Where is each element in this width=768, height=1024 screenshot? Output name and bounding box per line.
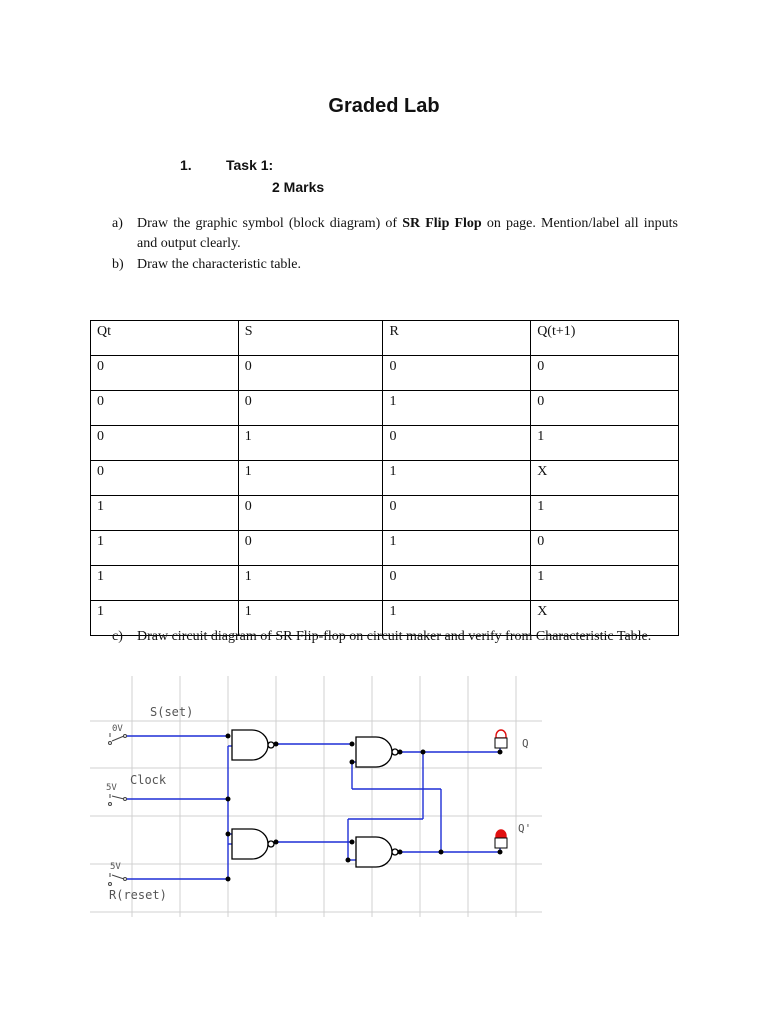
wires xyxy=(126,736,500,879)
q-led xyxy=(495,730,507,748)
table-row xyxy=(91,496,679,531)
instruction-c-label: c) xyxy=(112,629,123,644)
nand-gate-3 xyxy=(356,737,392,767)
table-cell: 0 xyxy=(383,496,531,531)
nand-gates xyxy=(232,730,398,867)
characteristic-table xyxy=(90,320,679,636)
table-cell: 1 xyxy=(383,461,531,496)
instruction-a xyxy=(112,214,678,254)
qbar-label: Q' xyxy=(518,822,532,835)
set-switch xyxy=(109,733,127,745)
clock-switch xyxy=(109,794,127,806)
task-number: 1. xyxy=(180,157,192,173)
instruction-c-text: Draw circuit diagram of SR Flip-flop on circuit maker and verify from Characteristic Table. xyxy=(137,629,652,644)
table-cell: 1 xyxy=(531,426,679,461)
table-cell: 1 xyxy=(238,426,383,461)
table-cell: 0 xyxy=(238,496,383,531)
instruction-a-bold: SR Flip Flop xyxy=(402,216,482,231)
table-header-cell: Qt xyxy=(91,321,239,356)
instruction-b xyxy=(112,255,678,275)
table-row xyxy=(91,426,679,461)
table-header-cell: R xyxy=(383,321,531,356)
table-cell: 1 xyxy=(531,496,679,531)
task-marks: 2 Marks xyxy=(272,179,325,195)
reset-switch xyxy=(109,873,127,886)
table-cell: 0 xyxy=(531,356,679,391)
table-cell: 1 xyxy=(383,601,531,636)
table-cell: 1 xyxy=(91,601,239,636)
table-header-row xyxy=(91,321,679,356)
table-header-cell: S xyxy=(238,321,383,356)
table-cell: 0 xyxy=(383,566,531,601)
table-cell: 1 xyxy=(238,566,383,601)
table-row xyxy=(91,391,679,426)
table-row xyxy=(91,356,679,391)
task-title: Task 1: xyxy=(226,157,274,173)
q-label: Q xyxy=(522,737,529,750)
instruction-a-text-start: Draw the graphic symbol (block diagram) of xyxy=(137,216,403,231)
clock-label: Clock xyxy=(130,773,167,787)
nand-gate-1 xyxy=(232,730,268,760)
table-cell: 0 xyxy=(238,391,383,426)
table-row xyxy=(91,566,679,601)
instruction-a-text-end: on page. Mention/label all inputs and output clearly. xyxy=(137,216,678,251)
table-cell: 0 xyxy=(383,356,531,391)
table-cell: 1 xyxy=(91,531,239,566)
reset-voltage: 5V xyxy=(110,862,121,872)
instruction-b-text: Draw the characteristic table. xyxy=(137,257,302,272)
table-row xyxy=(91,531,679,566)
circuit-labels xyxy=(106,705,531,902)
qbar-led xyxy=(495,830,507,848)
table-cell: 0 xyxy=(238,531,383,566)
clock-voltage: 5V xyxy=(106,783,117,793)
instruction-b-label: b) xyxy=(112,257,124,272)
table-cell: 1 xyxy=(383,391,531,426)
table-cell: 1 xyxy=(383,531,531,566)
nand-gate-4 xyxy=(356,837,392,867)
set-voltage: 0V xyxy=(112,724,123,734)
sr-flip-flop-circuit xyxy=(90,676,542,917)
table-cell: 1 xyxy=(238,601,383,636)
table-cell: 0 xyxy=(91,391,239,426)
page-title: Graded Lab xyxy=(328,95,440,117)
reset-label: R(reset) xyxy=(109,888,167,902)
table-cell: 1 xyxy=(91,496,239,531)
instruction-a-label: a) xyxy=(112,216,123,231)
table-cell: 0 xyxy=(238,356,383,391)
table-cell: 0 xyxy=(91,356,239,391)
table-cell: X xyxy=(531,601,679,636)
table-cell: 0 xyxy=(383,426,531,461)
table-cell: 1 xyxy=(238,461,383,496)
table-cell: 0 xyxy=(91,461,239,496)
table-cell: 1 xyxy=(91,566,239,601)
table-cell: 1 xyxy=(531,566,679,601)
table-cell: 0 xyxy=(531,391,679,426)
table-header-cell: Q(t+1) xyxy=(531,321,679,356)
table-cell: 0 xyxy=(531,531,679,566)
table-cell: 0 xyxy=(91,426,239,461)
table-cell: X xyxy=(531,461,679,496)
nand-gate-2 xyxy=(232,829,268,859)
instruction-c xyxy=(112,627,678,647)
table-row xyxy=(91,461,679,496)
instruction-a-text xyxy=(137,214,678,254)
set-label: S(set) xyxy=(150,705,194,719)
